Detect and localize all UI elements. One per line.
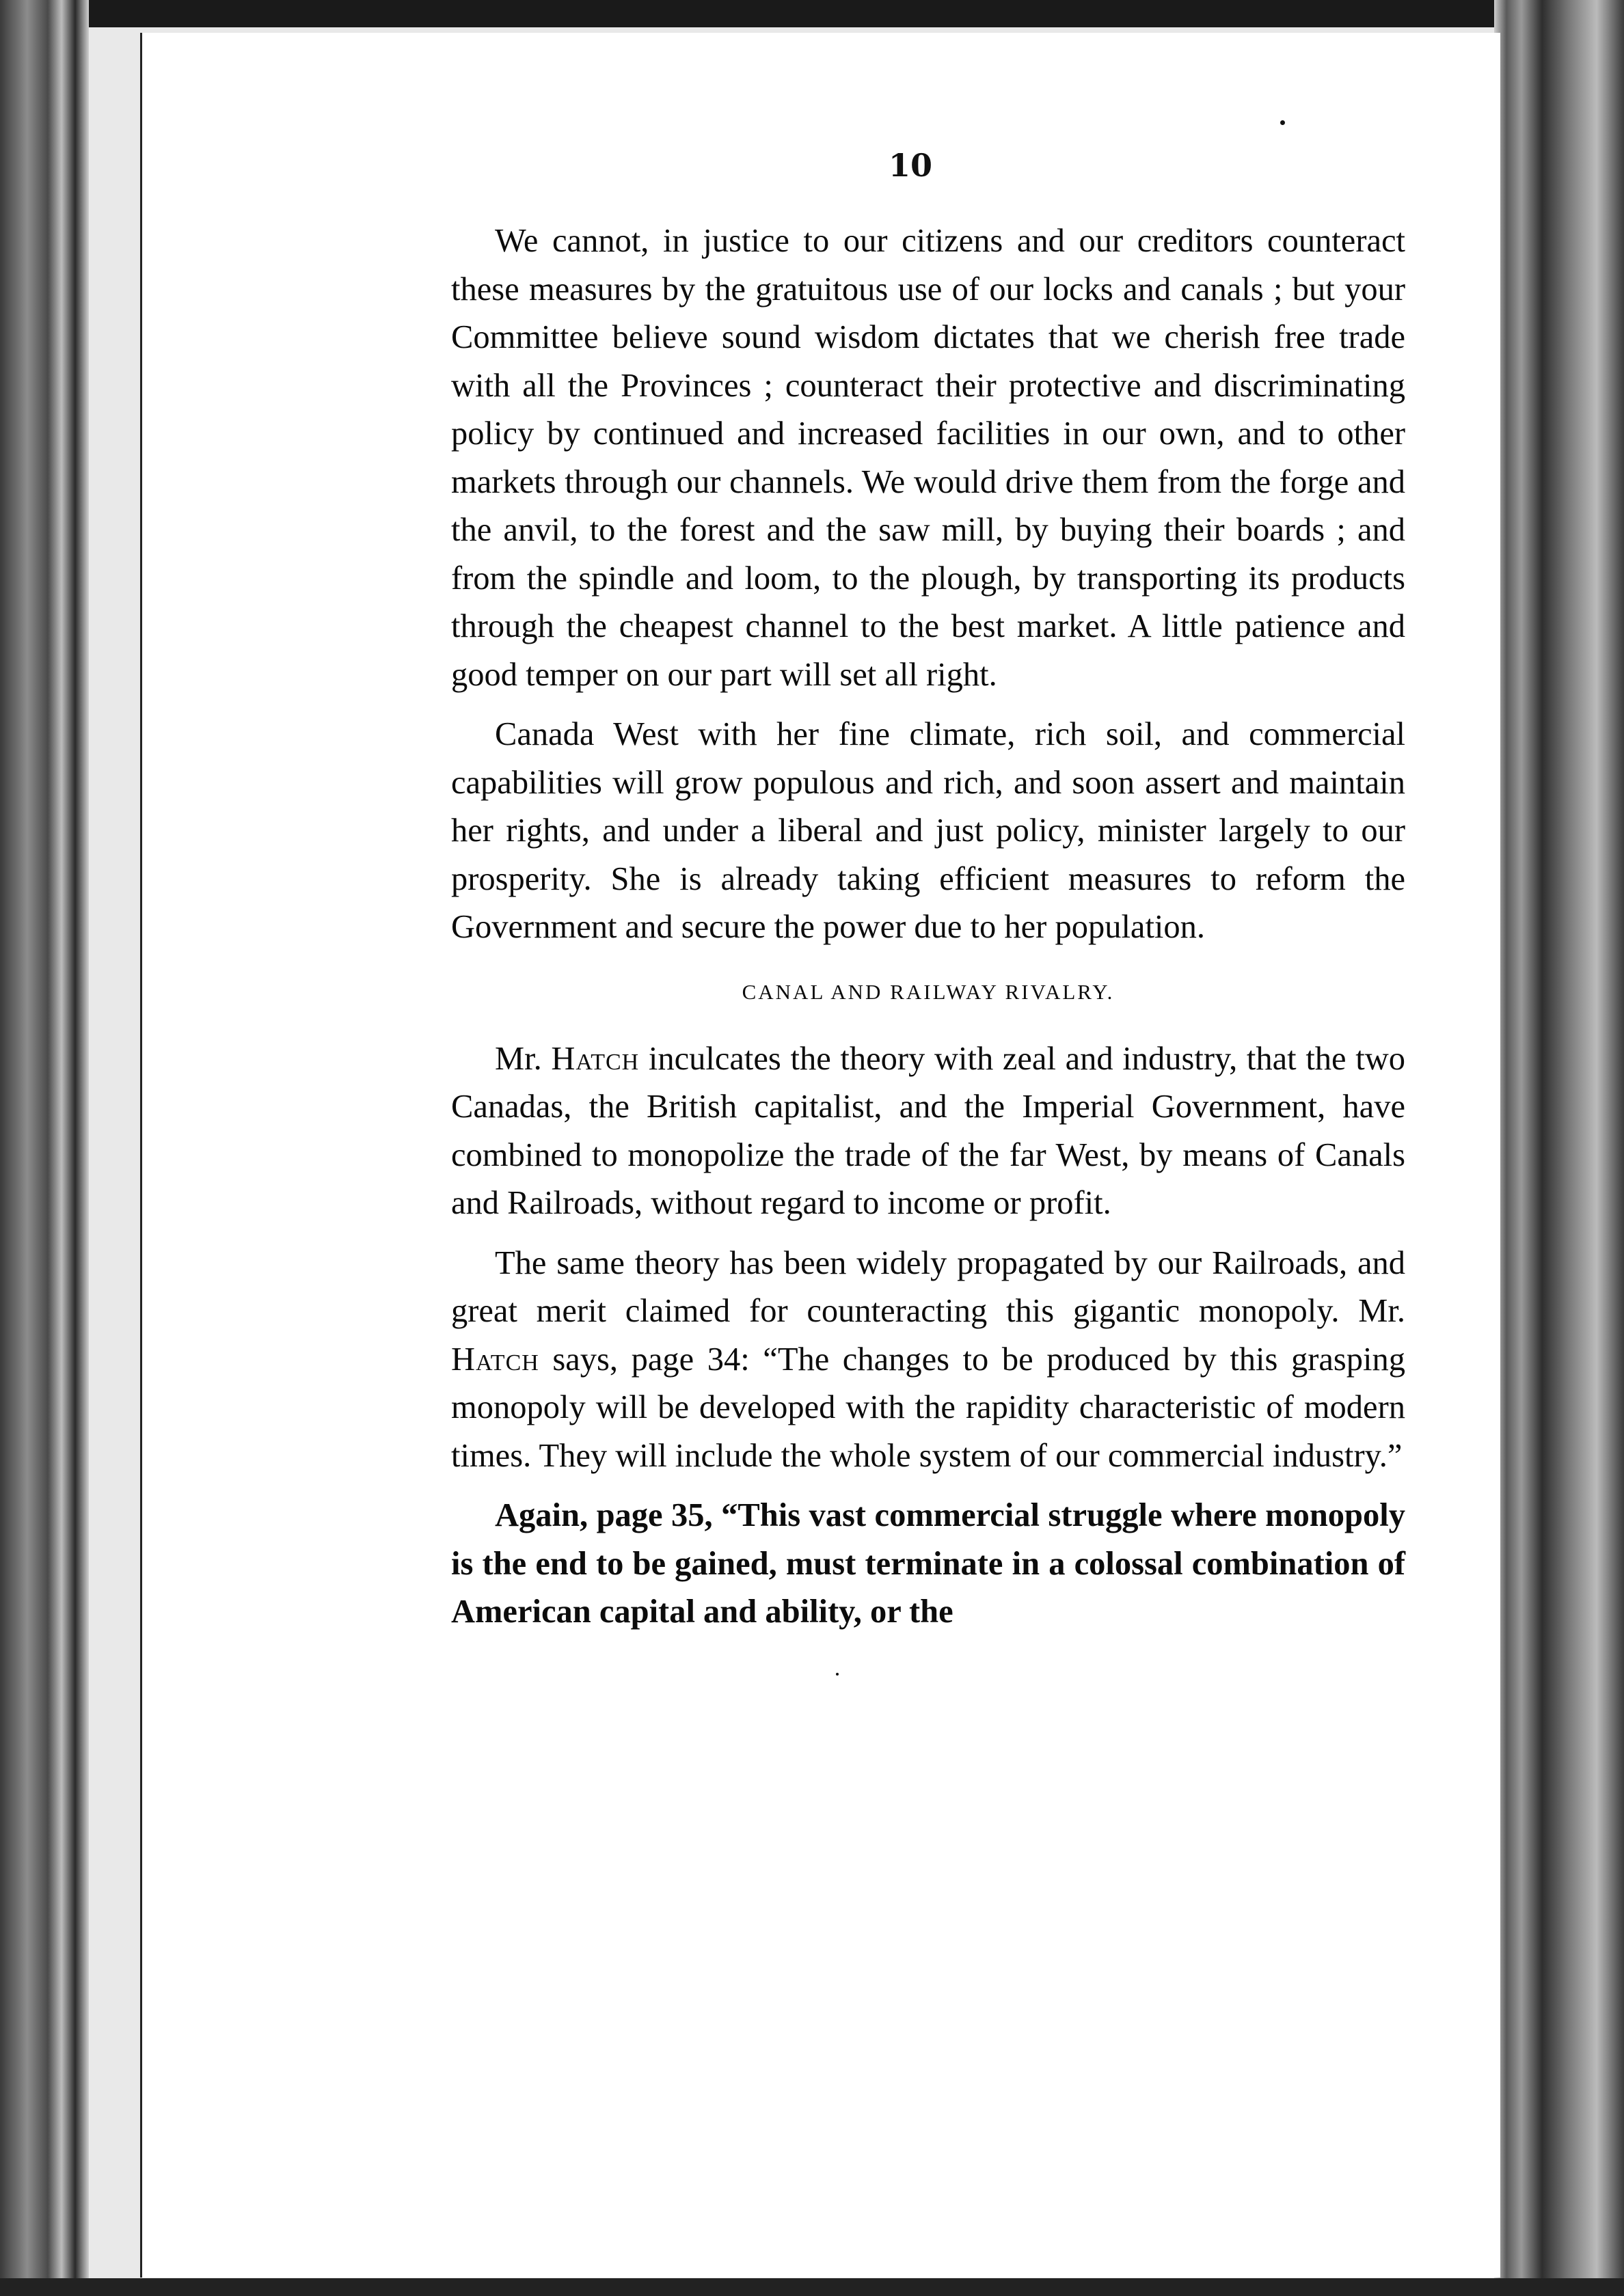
scan-border-right	[1494, 0, 1624, 2296]
page-number: 10	[889, 147, 933, 184]
ink-speck	[1280, 120, 1285, 125]
paragraph	[451, 1035, 1405, 1228]
section-heading: CANAL AND RAILWAY RIVALRY.	[742, 979, 1115, 1004]
person-name: Hatch	[551, 1040, 640, 1077]
paragraph	[451, 1240, 1405, 1481]
body-text	[451, 217, 1405, 1648]
paragraph: Canada West with her fine climate, rich soil, and commercial capabilities will grow populous and rich, and soon assert and maintain her rights, and under a liberal and just policy, minister largely to our prosperity. She is already taking efficient measures to reform the Government and secure the power due to her population.	[451, 716, 1405, 945]
paragraph: We cannot, in justice to our citizens and our creditors counteract these measures by the gratuitous use of our locks and canals ; but your Committee believe sound wisdom dictates that we cherish free trade with all the Provinces ; counteract their protective and discriminating policy by continued and increased facilities in our own, and to other markets through our channels. We would drive them from the forge and the anvil, to the forest and the saw mill, by buying their boards ; and from the spindle and loom, to the plough, by transporting its products through the cheapest channel to the best market. A little patience and good temper on our part will set all right.	[451, 223, 1405, 693]
paragraph: Again, page 35, “This vast commercial struggle where monopoly is the end to be gained, must terminate in a colossal combination of American capital and ability, or the	[451, 1497, 1405, 1630]
paragraph-text: says, page 34: “The changes to be produced by this grasping monopoly will be developed with the rapidity characteristic of modern times. They will include the whole system of our commercial industry.”	[451, 1341, 1405, 1474]
scan-border-top	[0, 0, 1624, 27]
paragraph-text: inculcates the theory with zeal and industry, that the two Canadas, the British capitalist, and the Imperial Government, have combined to monopolize the trade of the far West, by means of Canals and Railroads, without regard to income or profit.	[451, 1040, 1405, 1221]
person-name: Hatch	[451, 1341, 539, 1378]
scan-border-left	[0, 0, 89, 2296]
paragraph-text: The same theory has been widely propagated by our Railroads, and great merit claimed for counteracting this gigantic monopoly. Mr.	[451, 1244, 1405, 1329]
ink-speck	[836, 1673, 839, 1676]
paragraph-text: Mr.	[495, 1040, 552, 1077]
scan-border-bottom	[0, 2278, 1624, 2296]
